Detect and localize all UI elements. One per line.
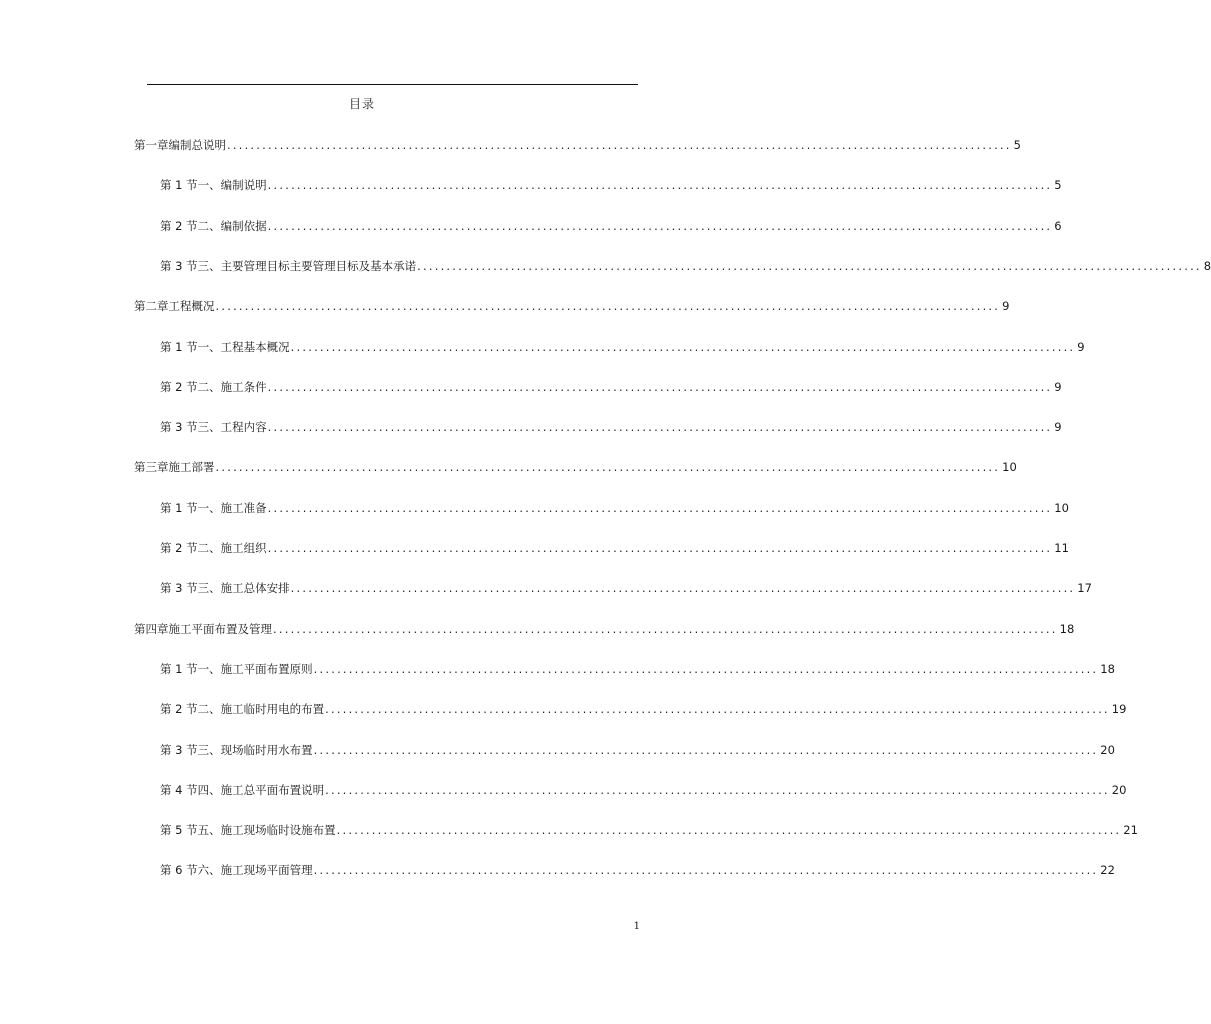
toc-entry-page: 20 xyxy=(1100,742,1115,757)
toc-entry-number: 第 2 节 xyxy=(160,379,198,394)
toc-dot-leader: ...................................................................................................................................... xyxy=(267,420,1053,435)
toc-entry-page: 20 xyxy=(1111,782,1127,797)
toc-chapter-entry[interactable] xyxy=(134,137,1021,153)
toc-entry-number: 第 1 节 xyxy=(160,178,198,193)
toc-entry-number: 第 3 节 xyxy=(160,258,198,273)
toc-entry-number: 第 1 节 xyxy=(160,661,198,676)
toc-section-entry[interactable] xyxy=(160,339,1085,355)
toc-entry-title: 二、施工条件 xyxy=(197,379,267,394)
toc-dot-leader: ...................................................................................................................................... xyxy=(336,823,1122,838)
toc-section-entry[interactable] xyxy=(160,580,1092,596)
toc-entry-number: 第 4 节 xyxy=(160,782,198,797)
toc-entry-title: 三、现场临时用水布置 xyxy=(197,742,313,757)
toc-entry-title: 三、工程内容 xyxy=(197,420,267,435)
toc-section-entry[interactable] xyxy=(160,379,1062,395)
toc-entry-title: 三、主要管理目标主要管理目标及基本承诺 xyxy=(197,258,417,273)
toc-section-entry[interactable] xyxy=(160,701,1127,717)
toc-entry-number: 第 5 节 xyxy=(160,823,198,838)
toc-chapter-entry[interactable] xyxy=(134,298,1010,314)
toc-entry-title: 编制总说明 xyxy=(168,138,226,152)
toc-entry-page: 18 xyxy=(1059,621,1075,636)
toc-entry-number: 第 2 节 xyxy=(160,218,198,233)
toc-dot-leader: ...................................................................................................................................... xyxy=(313,863,1099,878)
toc-entry-page: 10 xyxy=(1002,460,1017,475)
toc-dot-leader: ...................................................................................................................................... xyxy=(325,782,1110,797)
toc-dot-leader: ...................................................................................................................................... xyxy=(273,621,1058,636)
toc-entry-page: 10 xyxy=(1054,500,1069,515)
toc-entry-page: 6 xyxy=(1054,218,1062,233)
toc-entry-title: 施工平面布置及管理 xyxy=(168,621,272,636)
toc-entry-title: 四、施工总平面布置说明 xyxy=(197,782,325,797)
toc-entry-number: 第一章 xyxy=(134,138,169,152)
toc-entry-page: 8 xyxy=(1203,258,1211,273)
toc-entry-page: 19 xyxy=(1111,702,1127,717)
toc-dot-leader: ...................................................................................................................................... xyxy=(227,138,1012,152)
toc-entry-number: 第 2 节 xyxy=(160,702,198,717)
toc-section-entry[interactable] xyxy=(160,419,1062,435)
toc-dot-leader: ...................................................................................................................................... xyxy=(267,541,1053,555)
toc-entry-title: 六、施工现场平面管理 xyxy=(197,863,313,878)
toc-entry-number: 第 6 节 xyxy=(160,863,198,878)
toc-entry-number: 第 3 节 xyxy=(160,581,198,596)
toc-entry-number: 第三章 xyxy=(134,460,169,475)
toc-entry-page: 9 xyxy=(1002,299,1010,314)
toc-entry-page: 17 xyxy=(1077,581,1092,596)
toc-section-entry[interactable] xyxy=(160,862,1115,878)
toc-section-entry[interactable] xyxy=(160,822,1138,838)
toc-title: 目录 xyxy=(348,97,375,111)
toc-dot-leader: ...................................................................................................................................... xyxy=(325,702,1110,717)
toc-entry-page: 22 xyxy=(1100,863,1115,878)
toc-entry-number: 第四章 xyxy=(134,621,169,636)
toc-entry-title: 一、编制说明 xyxy=(197,178,267,193)
toc-entry-number: 第 1 节 xyxy=(160,500,198,515)
toc-entry-page: 18 xyxy=(1100,661,1115,676)
toc-dot-leader: ...................................................................................................................................... xyxy=(417,258,1202,273)
page-number: 1 xyxy=(633,921,640,932)
toc-entry-title: 一、施工准备 xyxy=(197,500,267,515)
toc-entry-page: 9 xyxy=(1054,379,1062,394)
toc-entry-title: 工程概况 xyxy=(168,299,215,314)
toc-dot-leader: ...................................................................................................................................... xyxy=(313,661,1099,676)
toc-entry-number: 第 3 节 xyxy=(160,742,198,757)
toc-entry-title: 施工部署 xyxy=(168,460,215,475)
toc-entry-title: 一、工程基本概况 xyxy=(197,339,290,354)
toc-entry-page: 11 xyxy=(1054,541,1069,555)
toc-section-entry[interactable] xyxy=(160,540,1069,556)
toc-dot-leader: ...................................................................................................................................... xyxy=(267,218,1053,233)
toc-section-entry[interactable] xyxy=(160,218,1062,234)
toc-entry-number: 第 3 节 xyxy=(160,420,198,435)
toc-entry-page: 9 xyxy=(1054,420,1062,435)
toc-entry-title: 二、施工组织 xyxy=(197,541,267,555)
toc-section-entry[interactable] xyxy=(160,742,1115,758)
toc-dot-leader: ...................................................................................................................................... xyxy=(215,460,1001,475)
toc-chapter-entry[interactable] xyxy=(134,621,1075,637)
toc-entry-page: 21 xyxy=(1123,823,1138,838)
toc-dot-leader: ...................................................................................................................................... xyxy=(313,742,1099,757)
toc-entry-page: 9 xyxy=(1077,339,1085,354)
toc-dot-leader: ...................................................................................................................................... xyxy=(267,500,1053,515)
toc-dot-leader: ...................................................................................................................................... xyxy=(290,581,1076,596)
toc-entry-title: 五、施工现场临时设施布置 xyxy=(197,823,336,838)
toc-dot-leader: ...................................................................................................................................... xyxy=(267,178,1053,193)
toc-section-entry[interactable] xyxy=(160,258,1211,274)
toc-entry-title: 三、施工总体安排 xyxy=(197,581,290,596)
toc-section-entry[interactable] xyxy=(160,177,1062,193)
toc-entry-number: 第 2 节 xyxy=(160,541,198,555)
toc-dot-leader: ...................................................................................................................................... xyxy=(267,379,1053,394)
toc-section-entry[interactable] xyxy=(160,782,1127,798)
toc-entry-page: 5 xyxy=(1013,138,1021,152)
toc-entry-number: 第 1 节 xyxy=(160,339,198,354)
toc-entry-title: 二、施工临时用电的布置 xyxy=(197,702,325,717)
toc-entry-page: 5 xyxy=(1054,178,1062,193)
toc-chapter-entry[interactable] xyxy=(134,459,1017,475)
toc-section-entry[interactable] xyxy=(160,500,1069,516)
toc-dot-leader: ...................................................................................................................................... xyxy=(215,299,1001,314)
toc-section-entry[interactable] xyxy=(160,661,1115,677)
toc-entry-title: 二、编制依据 xyxy=(197,218,267,233)
toc-entry-number: 第二章 xyxy=(134,299,169,314)
toc-dot-leader: ...................................................................................................................................... xyxy=(290,339,1076,354)
toc-entry-title: 一、施工平面布置原则 xyxy=(197,661,313,676)
